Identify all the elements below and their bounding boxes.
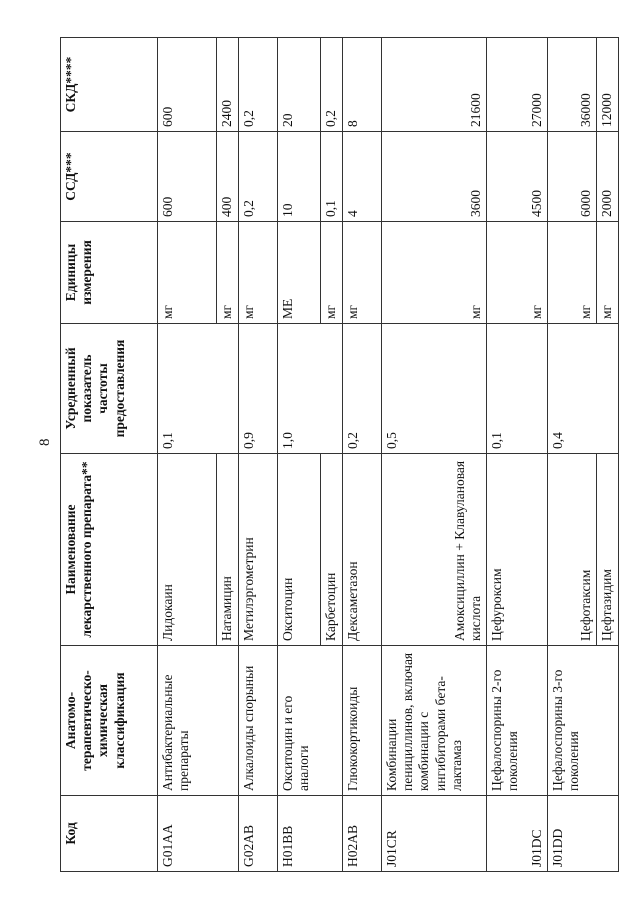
table-stage [60, 38, 614, 872]
table-row [487, 38, 548, 872]
cell-frequency: 0,1 [158, 324, 239, 454]
cell-atc: Цефалоспорины 2-го поколения [487, 646, 548, 796]
cell-frequency: 0,9 [239, 324, 278, 454]
cell-ssd: 4 [343, 132, 382, 222]
cell-atc: Алкалоиды спорыньи [239, 646, 278, 796]
cell-skd: 27000 [487, 38, 548, 132]
cell-code: H01BB [278, 796, 343, 872]
header-unit: Единицы измерения [61, 222, 158, 324]
cell-unit: МЕ [278, 222, 321, 324]
cell-skd: 20 [278, 38, 321, 132]
cell-drug: Цефтазидим [597, 454, 619, 646]
cell-drug: Окситоцин [278, 454, 321, 646]
cell-drug: Амоксициллин + Клавулановая кислота [382, 454, 487, 646]
cell-drug: Цефотаксим [548, 454, 597, 646]
table-row [158, 38, 217, 872]
cell-skd: 36000 [548, 38, 597, 132]
cell-drug: Карбетоцин [321, 454, 343, 646]
cell-atc: Комбинации пенициллинов, включая комбинации с ингибиторами бета-лактамаз [382, 646, 487, 796]
cell-ssd: 0,2 [239, 132, 278, 222]
cell-unit: мг [321, 222, 343, 324]
cell-code: G01AA [158, 796, 239, 872]
table-row [548, 38, 597, 872]
cell-unit: мг [217, 222, 239, 324]
cell-drug: Цефуроксим [487, 454, 548, 646]
cell-code: H02AB [343, 796, 382, 872]
cell-drug: Лидокаин [158, 454, 217, 646]
table-header-row [61, 38, 158, 872]
cell-ssd: 400 [217, 132, 239, 222]
cell-unit: мг [548, 222, 597, 324]
cell-frequency: 0,4 [548, 324, 619, 454]
cell-skd: 0,2 [321, 38, 343, 132]
cell-atc: Окситоцин и его аналоги [278, 646, 343, 796]
cell-frequency: 1,0 [278, 324, 343, 454]
cell-code: J01CR [382, 796, 487, 872]
cell-drug: Метилэргометрин [239, 454, 278, 646]
cell-ssd: 3600 [382, 132, 487, 222]
cell-skd: 0,2 [239, 38, 278, 132]
cell-frequency: 0,5 [382, 324, 487, 454]
page-number: 8 [37, 438, 53, 446]
table-row [278, 38, 321, 872]
cell-code: J01DD [548, 796, 619, 872]
header-code: Код [61, 796, 158, 872]
table-row [239, 38, 278, 872]
header-ssd: ССД*** [61, 132, 158, 222]
header-frequency: Усредненный показатель частоты предоставления [61, 324, 158, 454]
header-skd: СКД**** [61, 38, 158, 132]
rotated-table-container [60, 38, 614, 872]
header-atc: Анатомо-терапевтическо-химическая классификация [61, 646, 158, 796]
cell-unit: мг [239, 222, 278, 324]
cell-code: G02AB [239, 796, 278, 872]
cell-unit: мг [382, 222, 487, 324]
cell-skd: 2400 [217, 38, 239, 132]
cell-atc: Цефалоспорины 3-го поколения [548, 646, 619, 796]
table-row [382, 38, 487, 872]
cell-ssd: 2000 [597, 132, 619, 222]
cell-atc: Глюкокортикоиды [343, 646, 382, 796]
drug-table [60, 37, 619, 872]
cell-unit: мг [158, 222, 217, 324]
cell-drug: Дексаметазон [343, 454, 382, 646]
cell-skd: 21600 [382, 38, 487, 132]
cell-unit: мг [597, 222, 619, 324]
cell-skd: 8 [343, 38, 382, 132]
cell-unit: мг [487, 222, 548, 324]
cell-frequency: 0,1 [487, 324, 548, 454]
table-row [343, 38, 382, 872]
cell-ssd: 4500 [487, 132, 548, 222]
cell-ssd: 10 [278, 132, 321, 222]
cell-skd: 600 [158, 38, 217, 132]
header-drug: Наименование лекарственного препарата** [61, 454, 158, 646]
cell-skd: 12000 [597, 38, 619, 132]
cell-ssd: 0,1 [321, 132, 343, 222]
cell-drug: Натамицин [217, 454, 239, 646]
cell-frequency: 0,2 [343, 324, 382, 454]
cell-unit: мг [343, 222, 382, 324]
cell-code: J01DC [487, 796, 548, 872]
cell-atc: Антибактериальные препараты [158, 646, 239, 796]
cell-ssd: 600 [158, 132, 217, 222]
cell-ssd: 6000 [548, 132, 597, 222]
